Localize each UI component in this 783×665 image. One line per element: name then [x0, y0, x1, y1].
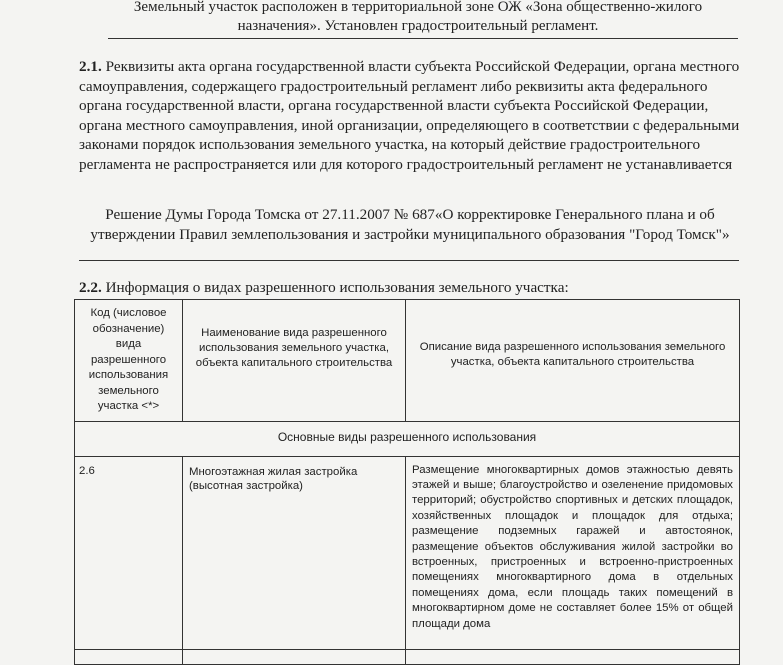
section-2-2-text: Информация о видах разрешенного использования земельного участка: — [105, 279, 569, 296]
table-row-partial — [75, 649, 740, 664]
permitted-use-table — [74, 299, 740, 665]
zone-statement: Земельный участок расположен в территориальной зоне ОЖ «Зона общественно-жилого назначения». Установлен градостроительный регламент. — [133, 0, 703, 34]
table-header-row — [75, 300, 740, 422]
decision-reference: Решение Думы Города Томска от 27.11.2007 № 687«О корректировке Генерального плана и об утверждении Правил землепользования и застройки муниципального образования "Город Томск"» — [90, 206, 730, 243]
section-2-2-number: 2.2. — [79, 279, 102, 296]
header-name: Наименование вида разрешенного использования земельного участка, объекта капитального строительства — [183, 300, 406, 422]
group-row — [75, 421, 740, 456]
table-row — [75, 456, 740, 649]
row-description: Размещение многоквартирных домов этажностью девять этажей и выше; благоустройство и озеленение придомовых территорий; обустройство спортивных и детских площадок, хозяйственных площадок и площадок для отдыха; размещение подземных гаражей и автостоянок, размещение объектов обслуживания жилой застройки во встроенных, пристроенных и встроенно-пристроенных помещениях многоквартирного дома в отдельных помещениях дома, если площадь таких помещений в многоквартирном доме не составляет более 15% от общей площади дома — [406, 456, 740, 649]
group-label: Основные виды разрешенного использования — [75, 421, 740, 456]
header-description: Описание вида разрешенного использования земельного участка, объекта капитального строительства — [406, 300, 740, 422]
row-name-partial — [183, 649, 406, 664]
section-2-1 — [79, 57, 749, 174]
divider-top — [108, 38, 738, 39]
section-2-1-text: Реквизиты акта органа государственной власти субъекта Российской Федерации, органа местного самоуправления, содержащего градостроительный регламент либо реквизиты акта федерального органа государственной власти, органа государственной власти субъекта Российской Федерации, органа местного самоуправления, иной организации, определяющего в соответствии с федеральными законами порядок использования земельного участка, на который действие градостроительного регламента не распространяется или для которого градостроительный регламент не устанавливается — [79, 58, 740, 173]
header-code: Код (числовое обозначение) вида разрешенного использования земельного участка <*> — [75, 300, 183, 422]
section-2-2 — [79, 279, 759, 297]
row-name: Многоэтажная жилая застройка (высотная застройка) — [183, 456, 406, 649]
row-code: 2.6 — [75, 456, 183, 649]
row-description-partial — [406, 649, 740, 664]
divider-middle — [79, 260, 739, 261]
row-code-partial — [75, 649, 183, 664]
section-2-1-number: 2.1. — [79, 58, 102, 75]
